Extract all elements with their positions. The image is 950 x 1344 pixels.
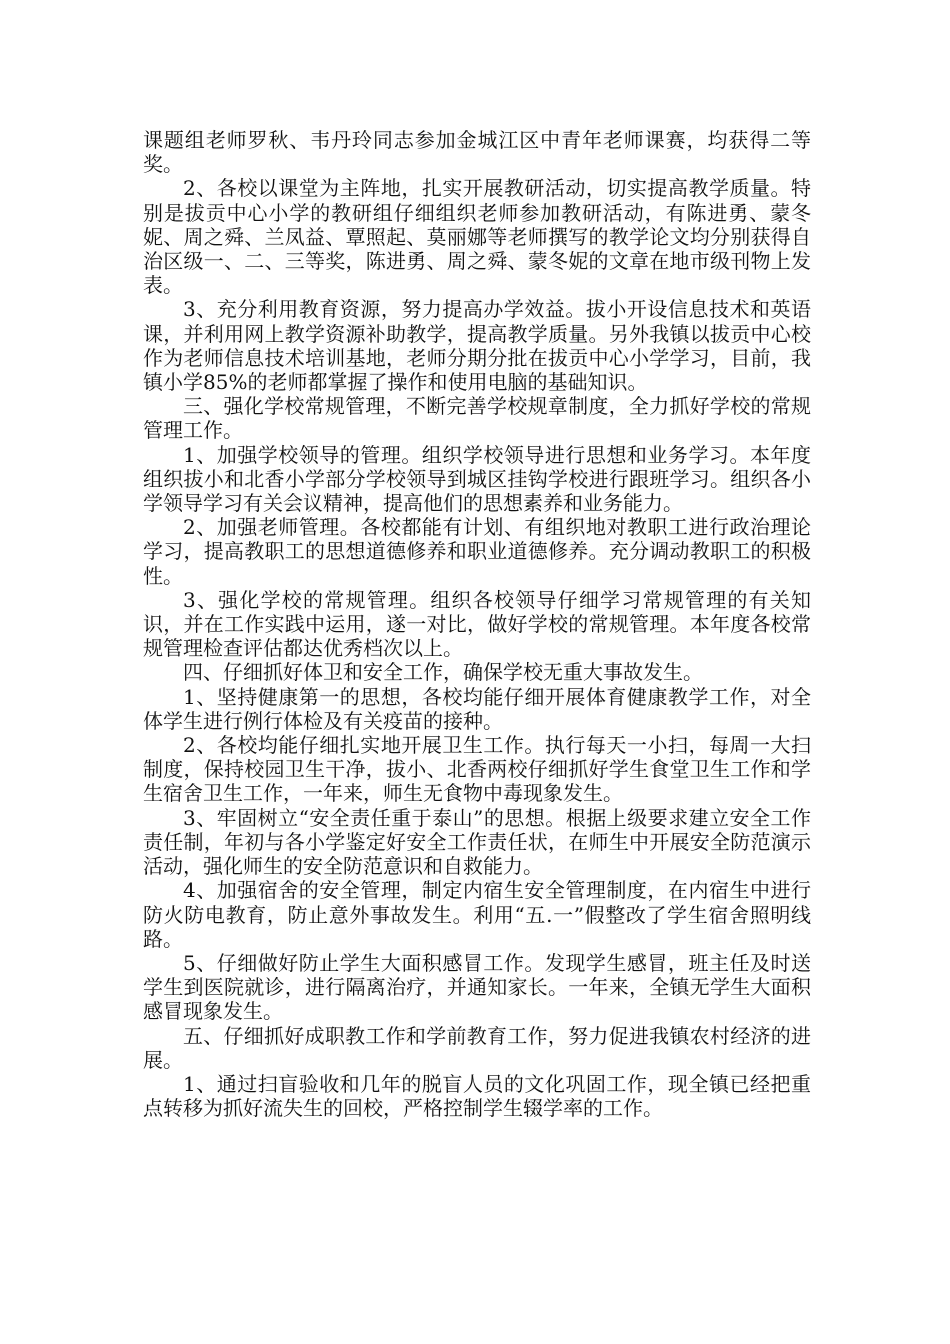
paragraph: 2、加强老师管理。各校都能有计划、有组织地对教职工进行政治理论学习，提高教职工的思想道德修养和职业道德修养。充分调动教职工的积极性。 <box>143 515 811 588</box>
paragraph: 课题组老师罗秋、韦丹玲同志参加金城江区中青年老师课赛，均获得二等奖。 <box>143 128 811 177</box>
section-heading: 四、仔细抓好体卫和安全工作，确保学校无重大事故发生。 <box>183 660 703 685</box>
paragraph: 1、加强学校领导的管理。组织学校领导进行思想和业务学习。本年度组织拔小和北香小学部分学校领导到城区挂钩学校进行跟班学习。组织各小学领导学习有关会议精神，提高他们的思想素养和业务能力。 <box>143 442 811 516</box>
document-body <box>143 128 811 1120</box>
paragraph: 2、各校以课堂为主阵地，扎实开展教研活动，切实提高教学质量。特别是拔贡中心小学的教研组仔细组织老师参加教研活动，有陈进勇、蒙冬妮、周之舜、兰凤益、覃照起、莫丽娜等老师撰写的教学论文均分别获得自治区级一、二、三等奖，陈进勇、周之舜、蒙冬妮的文章在地市级刊物上发表。 <box>143 176 811 298</box>
paragraph: 3、强化学校的常规管理。组织各校领导仔细学习常规管理的有关知识，并在工作实践中运用，遂一对比，做好学校的常规管理。本年度各校常规管理检查评估都达优秀档次以上。 <box>143 587 811 661</box>
section-heading: 三、强化学校常规管理，不断完善学校规章制度，全力抓好学校的常规管理工作。 <box>143 394 811 443</box>
paragraph: 1、通过扫盲验收和几年的脱盲人员的文化巩固工作，现全镇已经把重点转移为抓好流失生的回校，严格控制学生辍学率的工作。 <box>143 1071 811 1121</box>
paragraph: 5、仔细做好防止学生大面积感冒工作。发现学生感冒，班主任及时送学生到医院就诊，进行隔离治疗，并通知家长。一年来，全镇无学生大面积感冒现象发生。 <box>143 950 811 1024</box>
paragraph: 3、充分利用教育资源，努力提高办学效益。拔小开设信息技术和英语课，并利用网上教学资源补助教学，提高教学质量。另外我镇以拔贡中心校作为老师信息技术培训基地，老师分期分批在拔贡中心小学学习，目前，我镇小学85%的老师都掌握了操作和使用电脑的基础知识。 <box>143 297 811 395</box>
section-heading: 五、仔细抓好成职教工作和学前教育工作，努力促进我镇农村经济的进展。 <box>143 1023 811 1072</box>
paragraph: 1、坚持健康第一的思想，各校均能仔细开展体育健康教学工作，对全体学生进行例行体检及有关疫苗的接种。 <box>143 684 811 733</box>
paragraph: 3、牢固树立“安全责任重于泰山”的思想。根据上级要求建立安全工作责任制，年初与各小学鉴定好安全工作责任状，在师生中开展安全防范演示活动，强化师生的安全防范意识和自救能力。 <box>143 805 811 879</box>
paragraph: 2、各校均能仔细扎实地开展卫生工作。执行每天一小扫，每周一大扫制度，保持校园卫生干净，拔小、北香两校仔细抓好学生食堂卫生工作和学生宿舍卫生工作，一年来，师生无食物中毒现象发生。 <box>143 733 811 806</box>
paragraph: 4、加强宿舍的安全管理，制定内宿生安全管理制度，在内宿生中进行防火防电教育，防止意外事故发生。利用“五.一”假整改了学生宿舍照明线路。 <box>143 878 811 951</box>
